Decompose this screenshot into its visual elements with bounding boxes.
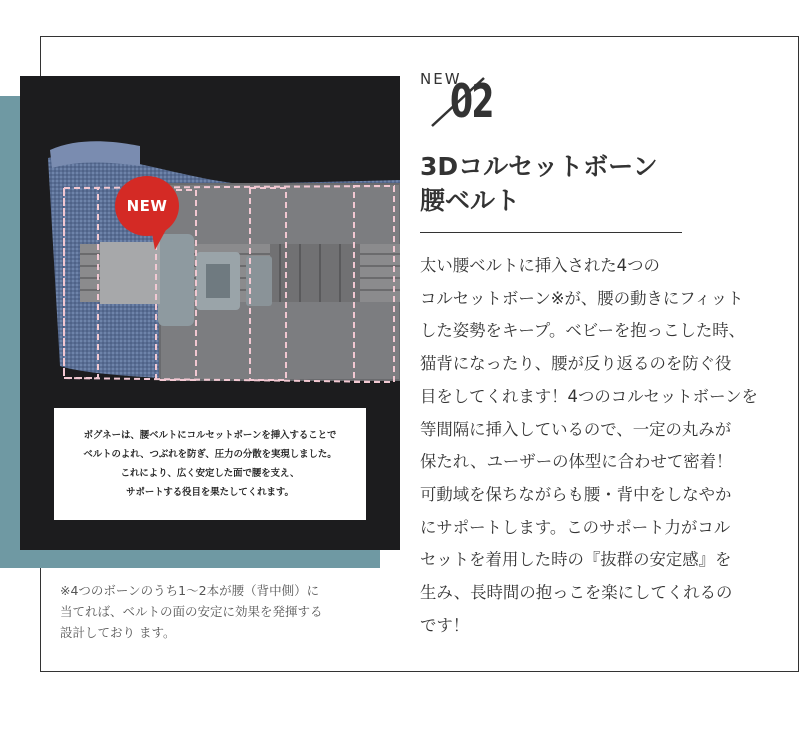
- product-photo: [20, 76, 400, 550]
- caption-line: ベルトのよれ、つぶれを防ぎ、圧力の分散を実現しました。: [83, 449, 337, 460]
- description-line: セットを着用した時の『抜群の安定感』を: [420, 550, 732, 570]
- description-line: した姿勢をキープ。ベビーを抱っこした時、: [420, 321, 746, 341]
- footnote-line: ※4つのボーンのうち1～2本が腰（背中側）に: [60, 583, 320, 598]
- description-line: コルセットボーン※が、腰の動きにフィット: [420, 288, 744, 308]
- description-line: 太い腰ベルトに挿入された4つの: [420, 256, 660, 275]
- caption-line: ボグネーは、腰ベルトにコルセットボーンを挿入することで: [83, 430, 337, 441]
- new-badge-tail: [151, 228, 167, 250]
- description: [420, 250, 790, 642]
- new-badge-label: NEW: [115, 176, 179, 236]
- section-title: [420, 150, 658, 218]
- description-line: 等間隔に挿入しているので、一定の丸みが: [420, 419, 732, 439]
- footnote: [60, 580, 390, 643]
- description-line: 生み、長時間の抱っこを楽にしてくれるの: [420, 583, 733, 603]
- description-line: にサポートします。このサポート力がコル: [420, 517, 731, 537]
- description-line: 可動域を保ちながらも腰・背中をしなやか: [420, 484, 732, 504]
- section-number: 02: [450, 74, 493, 128]
- footnote-line: 設計しており ます。: [60, 625, 176, 640]
- description-line: 目をしてくれます！4つのコルセットボーンを: [420, 386, 758, 406]
- caption-line: これにより、広く安定した面で腰を支え、: [120, 468, 300, 479]
- title-line-1: 3Dコルセットボーン: [420, 152, 658, 181]
- new-badge: [115, 176, 179, 240]
- description-line: 猫背になったり、腰が反り返るのを防ぐ役: [420, 354, 732, 374]
- caption-line: サポートする役目を果たしてくれます。: [126, 487, 294, 498]
- description-line: 保たれ、ユーザーの体型に合わせて密着！: [420, 452, 733, 472]
- footnote-line: 当てれば、ベルトの面の安定に効果を発揮する: [60, 604, 323, 619]
- title-divider: [420, 232, 682, 233]
- section-new-label: NEW: [420, 70, 462, 88]
- photo-caption: [54, 408, 366, 520]
- description-line: です！: [420, 615, 470, 635]
- title-line-2: 腰ベルト: [420, 186, 521, 215]
